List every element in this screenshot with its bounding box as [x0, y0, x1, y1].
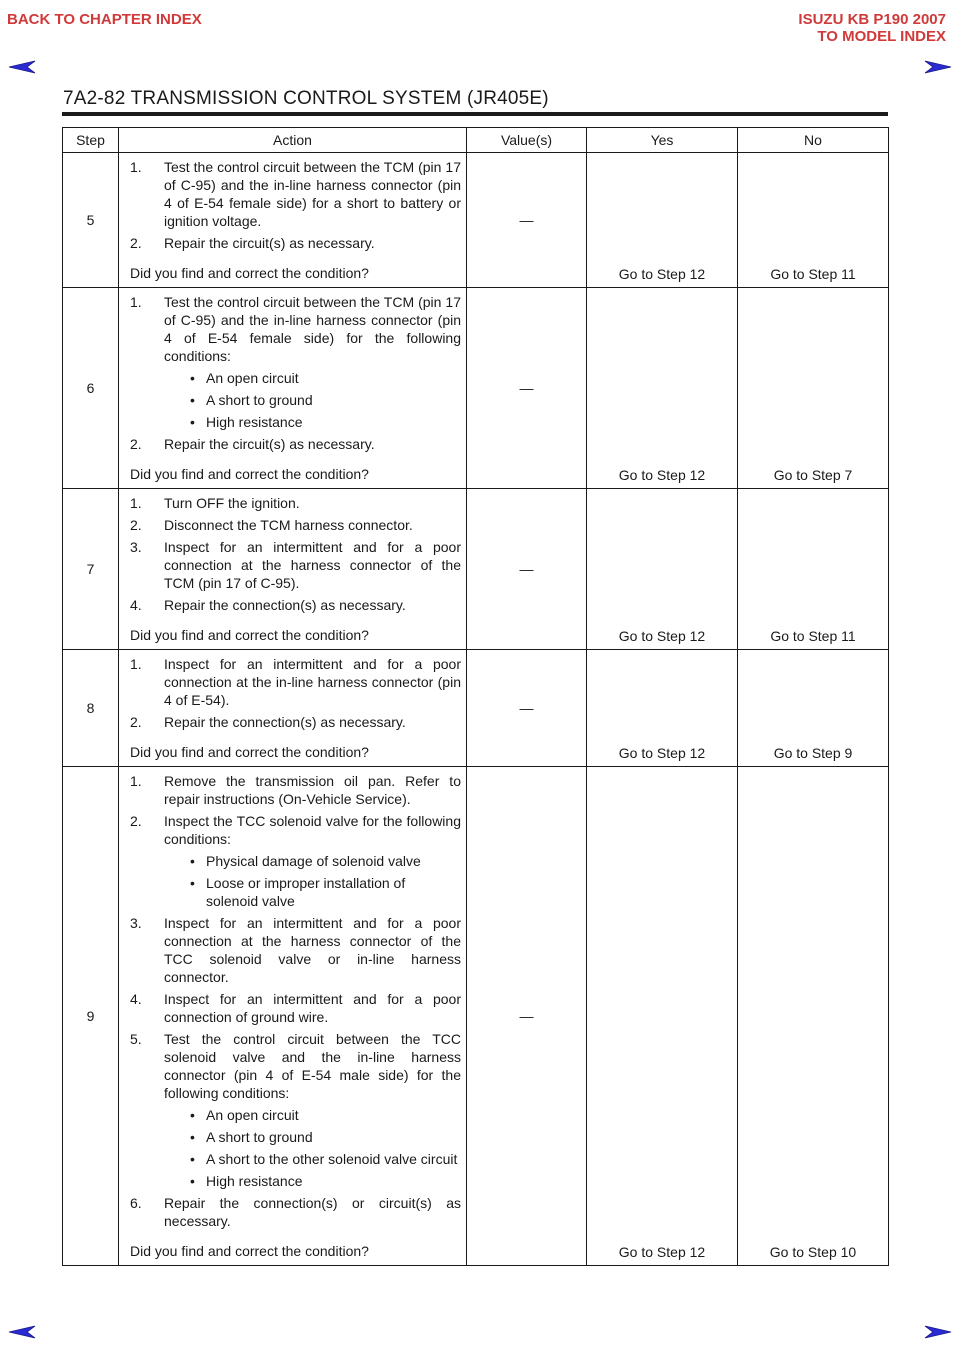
action-item-text: Inspect for an intermittent and for a poor connection of ground wire.	[164, 991, 461, 1025]
action-item	[130, 1030, 461, 1102]
table-row	[63, 153, 889, 288]
action-item-number: 3.	[130, 539, 142, 555]
action-item-number: 5.	[130, 1031, 142, 1047]
action-cell	[119, 489, 467, 650]
action-item-number: 2.	[130, 517, 142, 533]
bullet-icon: •	[190, 414, 195, 430]
action-item	[130, 516, 461, 534]
prev-page-arrow-icon[interactable]	[8, 1325, 36, 1339]
bullet-text: A short to ground	[206, 392, 313, 408]
value-cell: —	[467, 650, 587, 767]
bullet-icon: •	[190, 1173, 195, 1189]
action-question: Did you find and correct the condition?	[130, 1243, 369, 1259]
action-item-text: Repair the connection(s) or circuit(s) as necessary.	[164, 1195, 461, 1229]
action-item	[130, 812, 461, 848]
action-item	[130, 158, 461, 230]
action-item-text: Test the control circuit between the TCM (pin 17 of C-95) and the in-line harness connector (pin 4 of E-54 female side) for a short to battery or ignition voltage.	[164, 159, 461, 229]
bullet-icon: •	[190, 1151, 195, 1167]
table-row	[63, 650, 889, 767]
bullet-text: High resistance	[206, 414, 303, 430]
action-item-number: 1.	[130, 656, 142, 672]
bullet-icon: •	[190, 875, 195, 891]
bullet-icon: •	[190, 1107, 195, 1123]
bullet-icon: •	[190, 853, 195, 869]
column-header-yes: Yes	[587, 128, 738, 153]
action-item	[130, 713, 461, 731]
step-number: 7	[63, 489, 119, 650]
action-item	[130, 538, 461, 592]
column-header-action: Action	[119, 128, 467, 153]
action-item-text: Repair the connection(s) as necessary.	[164, 714, 406, 730]
action-cell	[119, 767, 467, 1266]
bullet-text: An open circuit	[206, 370, 299, 386]
action-item	[130, 914, 461, 986]
action-cell	[119, 650, 467, 767]
value-cell: —	[467, 489, 587, 650]
action-item-text: Inspect for an intermittent and for a poor connection at the in-line harness connector (pin 4 of E-54).	[164, 656, 461, 708]
yes-goto: Go to Step 12	[587, 288, 738, 489]
action-item-number: 1.	[130, 495, 142, 511]
value-cell: —	[467, 767, 587, 1266]
back-to-chapter-index-link[interactable]: BACK TO CHAPTER INDEX	[7, 11, 202, 28]
to-model-index-text[interactable]: TO MODEL INDEX	[817, 28, 946, 45]
bullet-text: A short to ground	[206, 1129, 313, 1145]
bullet-text: An open circuit	[206, 1107, 299, 1123]
step-number: 9	[63, 767, 119, 1266]
bullet-item	[130, 391, 461, 409]
yes-goto: Go to Step 12	[587, 489, 738, 650]
table-row	[63, 288, 889, 489]
action-question: Did you find and correct the condition?	[130, 466, 369, 482]
yes-goto: Go to Step 12	[587, 767, 738, 1266]
action-item	[130, 655, 461, 709]
column-header-values: Value(s)	[467, 128, 587, 153]
action-item-number: 2.	[130, 813, 142, 829]
bullet-text: A short to the other solenoid valve circuit	[206, 1151, 458, 1167]
prev-page-arrow-icon[interactable]	[8, 60, 36, 74]
table-row	[63, 489, 889, 650]
action-item-number: 1.	[130, 159, 142, 175]
action-item-text: Test the control circuit between the TCM (pin 17 of C-95) and the in-line harness connector (pin 4 of E-54 female side) for the following conditions:	[164, 294, 461, 364]
bullet-item	[130, 1150, 461, 1168]
action-item-text: Inspect the TCC solenoid valve for the following conditions:	[164, 813, 461, 847]
action-item	[130, 772, 461, 808]
action-item	[130, 1194, 461, 1230]
next-page-arrow-icon[interactable]	[924, 60, 952, 74]
action-item-text: Repair the circuit(s) as necessary.	[164, 436, 375, 452]
action-item-text: Inspect for an intermittent and for a poor connection at the harness connector of the TCC solenoid valve or in-line harness connector.	[164, 915, 461, 985]
action-item	[130, 293, 461, 365]
no-goto: Go to Step 10	[738, 767, 889, 1266]
bullet-item	[130, 1172, 461, 1190]
action-item	[130, 494, 461, 512]
action-item	[130, 234, 461, 252]
bullet-item	[130, 413, 461, 431]
action-item	[130, 596, 461, 614]
no-goto: Go to Step 9	[738, 650, 889, 767]
bullet-item	[130, 1106, 461, 1124]
yes-goto: Go to Step 12	[587, 650, 738, 767]
action-item-text: Repair the circuit(s) as necessary.	[164, 235, 375, 251]
bullet-icon: •	[190, 1129, 195, 1145]
action-item-text: Turn OFF the ignition.	[164, 495, 300, 511]
step-number: 8	[63, 650, 119, 767]
step-number: 6	[63, 288, 119, 489]
column-header-no: No	[738, 128, 889, 153]
action-question: Did you find and correct the condition?	[130, 265, 369, 281]
bullet-item	[130, 874, 461, 910]
action-item-text: Inspect for an intermittent and for a poor connection at the harness connector of the TCM (pin 17 of C-95).	[164, 539, 461, 591]
no-goto: Go to Step 11	[738, 153, 889, 288]
next-page-arrow-icon[interactable]	[924, 1325, 952, 1339]
model-index-link[interactable]	[798, 11, 946, 45]
action-item-number: 2.	[130, 714, 142, 730]
action-item-text: Test the control circuit between the TCC solenoid valve and the in-line harness connector (pin 4 of E-54 male side) for the following conditions:	[164, 1031, 461, 1101]
action-item-number: 4.	[130, 597, 142, 613]
title-divider	[62, 112, 888, 116]
yes-goto: Go to Step 12	[587, 153, 738, 288]
action-item-number: 2.	[130, 235, 142, 251]
action-item-number: 2.	[130, 436, 142, 452]
bullet-icon: •	[190, 392, 195, 408]
no-goto: Go to Step 11	[738, 489, 889, 650]
step-number: 5	[63, 153, 119, 288]
action-item-number: 1.	[130, 294, 142, 310]
no-goto: Go to Step 7	[738, 288, 889, 489]
action-cell	[119, 288, 467, 489]
value-cell: —	[467, 153, 587, 288]
model-name-text[interactable]: ISUZU KB P190 2007	[798, 11, 946, 28]
value-cell: —	[467, 288, 587, 489]
bullet-text: High resistance	[206, 1173, 303, 1189]
page-title: 7A2-82 TRANSMISSION CONTROL SYSTEM (JR405E)	[63, 88, 549, 109]
diagnostic-table	[62, 127, 889, 1266]
action-item	[130, 435, 461, 453]
action-item-number: 3.	[130, 915, 142, 931]
bullet-text: Physical damage of solenoid valve	[206, 853, 421, 869]
column-header-step: Step	[63, 128, 119, 153]
bullet-item	[130, 852, 461, 870]
table-header-row	[63, 128, 889, 153]
bullet-item	[130, 369, 461, 387]
action-item-number: 1.	[130, 773, 142, 789]
action-item-number: 4.	[130, 991, 142, 1007]
action-item-text: Disconnect the TCM harness connector.	[164, 517, 413, 533]
bullet-icon: •	[190, 370, 195, 386]
action-item-text: Repair the connection(s) as necessary.	[164, 597, 406, 613]
table-row	[63, 767, 889, 1266]
action-question: Did you find and correct the condition?	[130, 744, 369, 760]
action-question: Did you find and correct the condition?	[130, 627, 369, 643]
action-item-text: Remove the transmission oil pan. Refer to repair instructions (On-Vehicle Service).	[164, 773, 461, 807]
action-cell	[119, 153, 467, 288]
action-item-number: 6.	[130, 1195, 142, 1211]
bullet-item	[130, 1128, 461, 1146]
action-item	[130, 990, 461, 1026]
bullet-text: Loose or improper installation of solenoid valve	[206, 875, 406, 909]
